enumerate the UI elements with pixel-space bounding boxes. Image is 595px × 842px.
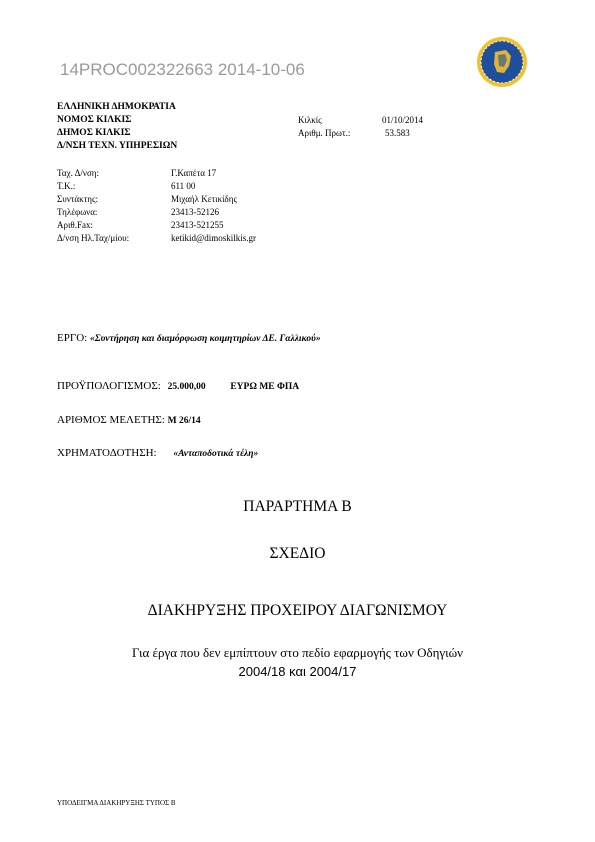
header-prefecture: ΝΟΜΟΣ ΚΙΛΚΙΣ (57, 115, 132, 125)
subtitle-line-2: 2004/18 και 2004/17 (238, 664, 357, 679)
place-label: Κιλκίς (298, 115, 322, 125)
contact-value-phone: 23413-52126 (171, 207, 219, 217)
contact-label-fax: Αριθ.Fax: (57, 220, 93, 230)
header-country: ΕΛΛΗΝΙΚΗ ΔΗΜΟΚΡΑΤΙΑ (57, 102, 176, 112)
municipality-seal-logo (476, 36, 528, 88)
contact-label-author: Συντάκτης: (57, 194, 99, 204)
contact-value-address: Γ.Καπέτα 17 (171, 168, 217, 178)
project-title: «Συντήρηση και διαμόρφωση κοιμητηρίων ΔΕ. Γαλλικού» (89, 334, 321, 344)
contact-label-email: Δ/νση Ηλ.Ταχ/μίου: (57, 233, 130, 243)
header-department: Δ/ΝΣΗ ΤΕΧΝ. ΥΠΗΡΕΣΙΩΝ (57, 141, 178, 151)
document-date: 01/10/2014 (382, 115, 424, 125)
contact-label-address: Ταχ. Δ/νση: (57, 168, 100, 178)
project-label: ΕΡΓΟ: (57, 332, 88, 344)
annex-title: ΠΑΡΑΡΤΗΜΑ Β (243, 498, 352, 515)
budget-amount: 25.000,00 (167, 382, 206, 392)
funding-line (57, 447, 258, 459)
contact-value-author: Μιχαήλ Κετικίδης (171, 194, 238, 204)
contact-label-phone: Τηλέφωνα: (57, 207, 98, 217)
contact-label-postcode: Τ.Κ.: (57, 181, 76, 191)
budget-label: ΠΡΟΫΠΟΛΟΓΙΣΜΟΣ: (57, 380, 161, 392)
study-label: ΑΡΙΘΜΟΣ ΜΕΛΕΤΗΣ: (57, 414, 165, 426)
contact-value-postcode: 611 00 (171, 181, 196, 191)
subtitle-line-1: Για έργα που δεν εμπίπτουν στο πεδίο εφαρμογής των Οδηγιών (131, 645, 464, 660)
document-watermark: 14PROC002322663 2014-10-06 (60, 60, 305, 79)
footer-note: ΥΠΟΔΕΙΓΜΑ ΔΙΑΚΗΡΥΞΗΣ ΤΥΠΟΣ Β (57, 799, 176, 807)
protocol-label: Αριθμ. Πρωτ.: (298, 128, 351, 138)
draft-title: ΣΧΕΔΙΟ (269, 545, 326, 562)
funding-value: «Ανταποδοτικά τέλη» (173, 449, 259, 459)
study-number: Μ 26/14 (167, 416, 201, 426)
main-title: ΔΙΑΚΗΡΥΞΗΣ ΠΡΟΧΕΙΡΟΥ ΔΙΑΓΩΝΙΣΜΟΥ (147, 602, 448, 619)
protocol-number: 53.583 (385, 128, 410, 138)
contact-value-fax: 23413-521255 (171, 220, 224, 230)
contact-value-email[interactable]: ketikid@dimoskilkis.gr (171, 233, 257, 243)
funding-label: ΧΡΗΜΑΤΟΔΟΤΗΣΗ: (57, 447, 157, 459)
study-line (57, 414, 201, 426)
project-line (57, 332, 321, 344)
budget-note: ΕΥΡΩ ΜΕ ΦΠΑ (230, 382, 300, 392)
header-municipality: ΔΗΜΟΣ ΚΙΛΚΙΣ (57, 128, 131, 138)
budget-line (57, 380, 299, 392)
